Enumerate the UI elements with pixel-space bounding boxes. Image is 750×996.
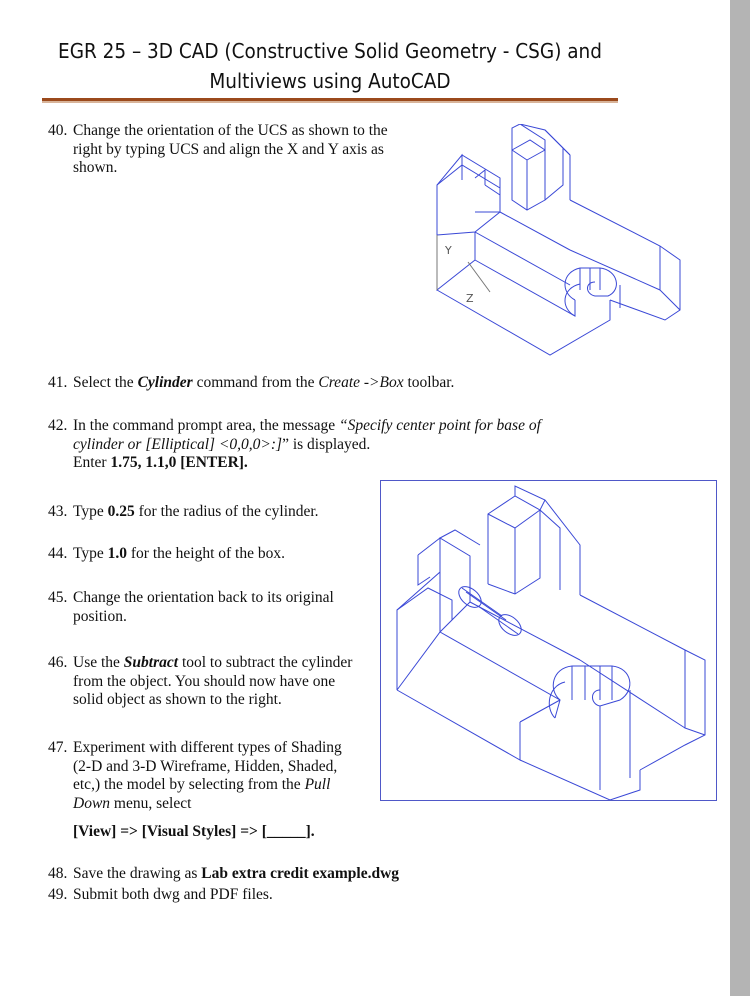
step-number: 43. <box>48 503 68 520</box>
step-text: Experiment with different types of Shading <box>73 739 342 756</box>
step-43 <box>48 503 319 522</box>
step-text: ” is displayed. <box>282 435 371 453</box>
step-text: Type <box>73 503 108 520</box>
menu-path: [View] => [Visual Styles] => [_____]. <box>73 823 315 840</box>
command-name: Cylinder <box>137 374 193 391</box>
prompt-message: cylinder or [Elliptical] <0,0,0>:] <box>73 435 283 453</box>
step-45 <box>48 589 334 626</box>
step-49 <box>48 886 273 905</box>
step-text: Type <box>73 545 108 562</box>
step-40 <box>48 122 388 178</box>
menu-name: Pull <box>304 776 331 793</box>
figure-subtracted-part <box>381 481 716 800</box>
step-number: 44. <box>48 545 68 562</box>
step-44 <box>48 545 285 564</box>
title-line-1: EGR 25 – 3D CAD (Constructive Solid Geometry - CSG) and <box>58 39 602 63</box>
prompt-message: “Specify center point for base of <box>339 417 541 434</box>
step-text: for the height of the box. <box>127 545 285 562</box>
figure-ucs-part <box>430 124 690 359</box>
step-text: solid object as shown to the right. <box>73 691 282 708</box>
input-value: 0.25 <box>107 503 135 520</box>
step-text: for the radius of the cylinder. <box>134 503 319 520</box>
step-number: 41. <box>48 374 68 391</box>
input-value: 1.0 <box>107 545 128 562</box>
step-text: Select the <box>73 374 138 391</box>
step-number: 47. <box>48 739 68 756</box>
step-text: In the command prompt area, the message <box>73 417 339 434</box>
step-text: etc,) the model by selecting from the <box>73 776 305 793</box>
step-number: 45. <box>48 589 68 606</box>
toolbar-name: Create ->Box <box>318 374 404 391</box>
step-number: 48. <box>48 865 68 882</box>
step-number: 46. <box>48 654 68 671</box>
step-text: (2-D and 3-D Wireframe, Hidden, Shaded, <box>73 757 338 775</box>
axis-z-label: Z <box>466 292 474 305</box>
step-text: shown. <box>73 159 118 176</box>
step-text: Enter <box>73 454 111 471</box>
menu-name: Down <box>73 794 111 812</box>
step-42 <box>48 417 541 473</box>
step-text: position. <box>73 607 127 625</box>
step-text: menu, select <box>110 794 192 812</box>
step-number: 49. <box>48 886 68 903</box>
step-number: 42. <box>48 417 68 434</box>
step-text: toolbar. <box>403 374 455 391</box>
axis-y-label: Y <box>445 244 452 257</box>
step-text: Change the orientation back to its original <box>73 589 334 606</box>
title-divider <box>42 98 618 101</box>
filename: Lab extra credit example.dwg <box>201 865 400 882</box>
tool-name: Subtract <box>123 654 179 671</box>
input-value: 1.75, 1.1,0 [ENTER]. <box>110 454 248 471</box>
step-text: right by typing UCS and align the X and Y axis as <box>73 140 384 158</box>
title-line-2: Multiviews using AutoCAD <box>209 69 451 93</box>
step-text: Use the <box>73 654 124 671</box>
step-text: from the object. You should now have one <box>73 672 336 690</box>
step-number: 40. <box>48 122 68 139</box>
step-48 <box>48 865 399 884</box>
step-text: tool to subtract the cylinder <box>178 654 353 671</box>
document-title <box>40 36 620 96</box>
step-text: Submit both dwg and PDF files. <box>73 886 273 903</box>
step-41 <box>48 374 454 393</box>
step-text: Save the drawing as <box>73 865 202 882</box>
step-text: command from the <box>192 374 319 391</box>
step-46 <box>48 654 352 710</box>
step-47 <box>48 739 342 842</box>
scrollbar[interactable] <box>730 0 750 996</box>
step-text: Change the orientation of the UCS as shown to the <box>73 122 388 139</box>
